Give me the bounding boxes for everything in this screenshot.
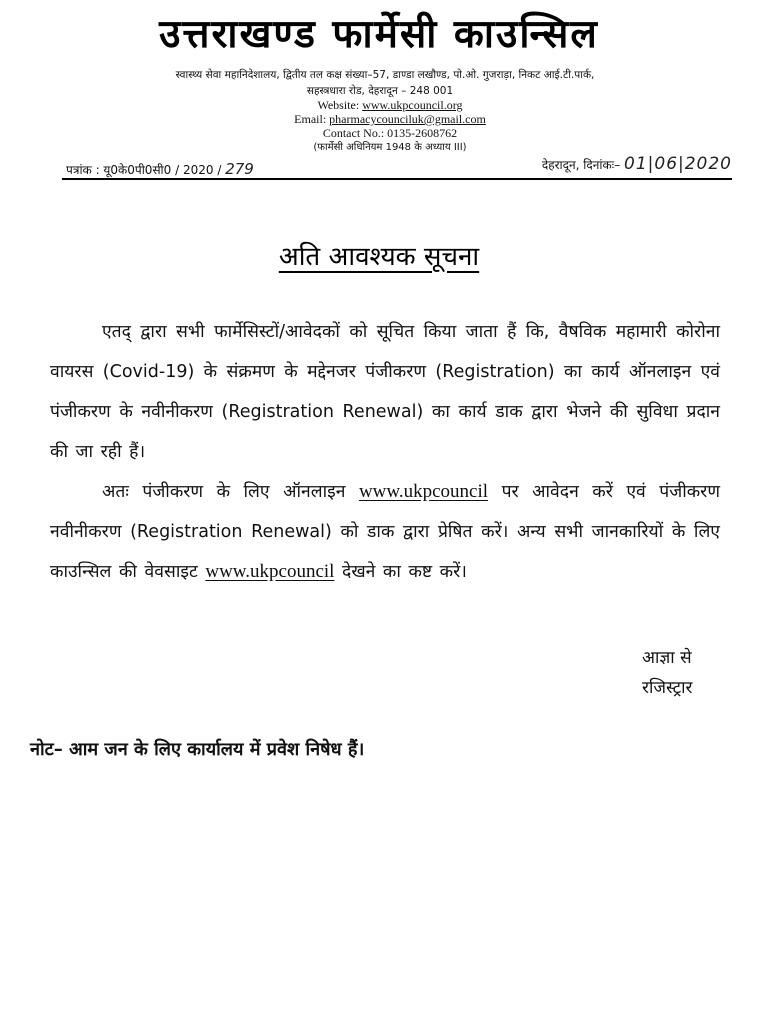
act-reference: (फार्मेसी अधिनियम 1948 के अध्याय III) — [313, 142, 467, 153]
signature-registrar: रजिस्ट्रार — [642, 678, 693, 698]
website-link-inline-1[interactable]: www.ukpcouncil — [358, 481, 489, 502]
address-line-1: स्वास्थ्य सेवा महानिदेशालय, द्वितीय तल कक्ष संख्या–57, डाण्डा लखौण्ड, पो.ओ. गुजराड़ा, निकट आई.टी.पार्क, — [175, 69, 595, 81]
reference-number — [66, 160, 254, 178]
office-entry-note: नोट– आम जन के लिए कार्यालय में प्रवेश निषेध हैं। — [30, 739, 365, 760]
notice-heading-text: अति आवश्यक सूचना — [278, 242, 480, 272]
reference-label: पत्रांक : यू0के0पी0सी0 / 2020 / — [66, 163, 222, 177]
signature-line-1: आज्ञा से — [642, 648, 692, 668]
website-link-inline-2[interactable]: www.ukpcouncil — [205, 561, 335, 582]
address-line-2: सहस्त्रधारा रोड, देहरादून – 248 001 — [306, 85, 454, 97]
email-line — [200, 112, 580, 126]
notice-paragraph-1: एतद् द्वारा सभी फार्मेसिस्टों/आवेदकों को सूचित किया जाता हैं कि, वैषविक महामारी कोरोना वायरस (Covid-19) के संक्रमण के मद्देनजर पंजीकरण (Registration) का कार्य ऑनलाइन एवं पंजीकरण के नवीनीकरण (Registration Renewal) का कार्य डाक द्वारा भेजने की सुविधा प्रदान की जा रही हैं। — [50, 322, 720, 462]
council-title: उत्तराखण्ड फार्मेसी काउन्सिल — [159, 12, 599, 57]
dateline — [542, 154, 732, 174]
notice-heading — [0, 237, 758, 273]
website-link[interactable]: www.ukpcouncil.org — [362, 98, 463, 112]
handwritten-date: 01|06|2020 — [624, 154, 732, 174]
website-line — [200, 98, 580, 112]
para2-text-1: अतः पंजीकरण के लिए ऑनलाइन — [102, 482, 346, 502]
date-label: देहरादून, दिनांकः– — [541, 158, 621, 172]
notice-paragraph-2 — [50, 472, 720, 592]
header-divider — [62, 178, 732, 180]
website-label: Website: — [317, 98, 360, 112]
email-link[interactable]: pharmacycounciluk@gmail.com — [329, 112, 486, 126]
email-label: Email: — [294, 112, 327, 126]
para2-text-2: पर आवेदन करें एवं पंजीकरण नवीनीकरण (Registration Renewal) को डाक द्वारा प्रेषित करें। अन्य सभी जानकारियों के लिए काउन्सिल की वेवसाइट — [50, 482, 720, 582]
para2-text-3: देखने का कष्ट करें। — [342, 562, 467, 582]
reference-handwritten-number: 279 — [225, 160, 254, 178]
contact-number: Contact No.: 0135-2608762 — [322, 126, 458, 140]
